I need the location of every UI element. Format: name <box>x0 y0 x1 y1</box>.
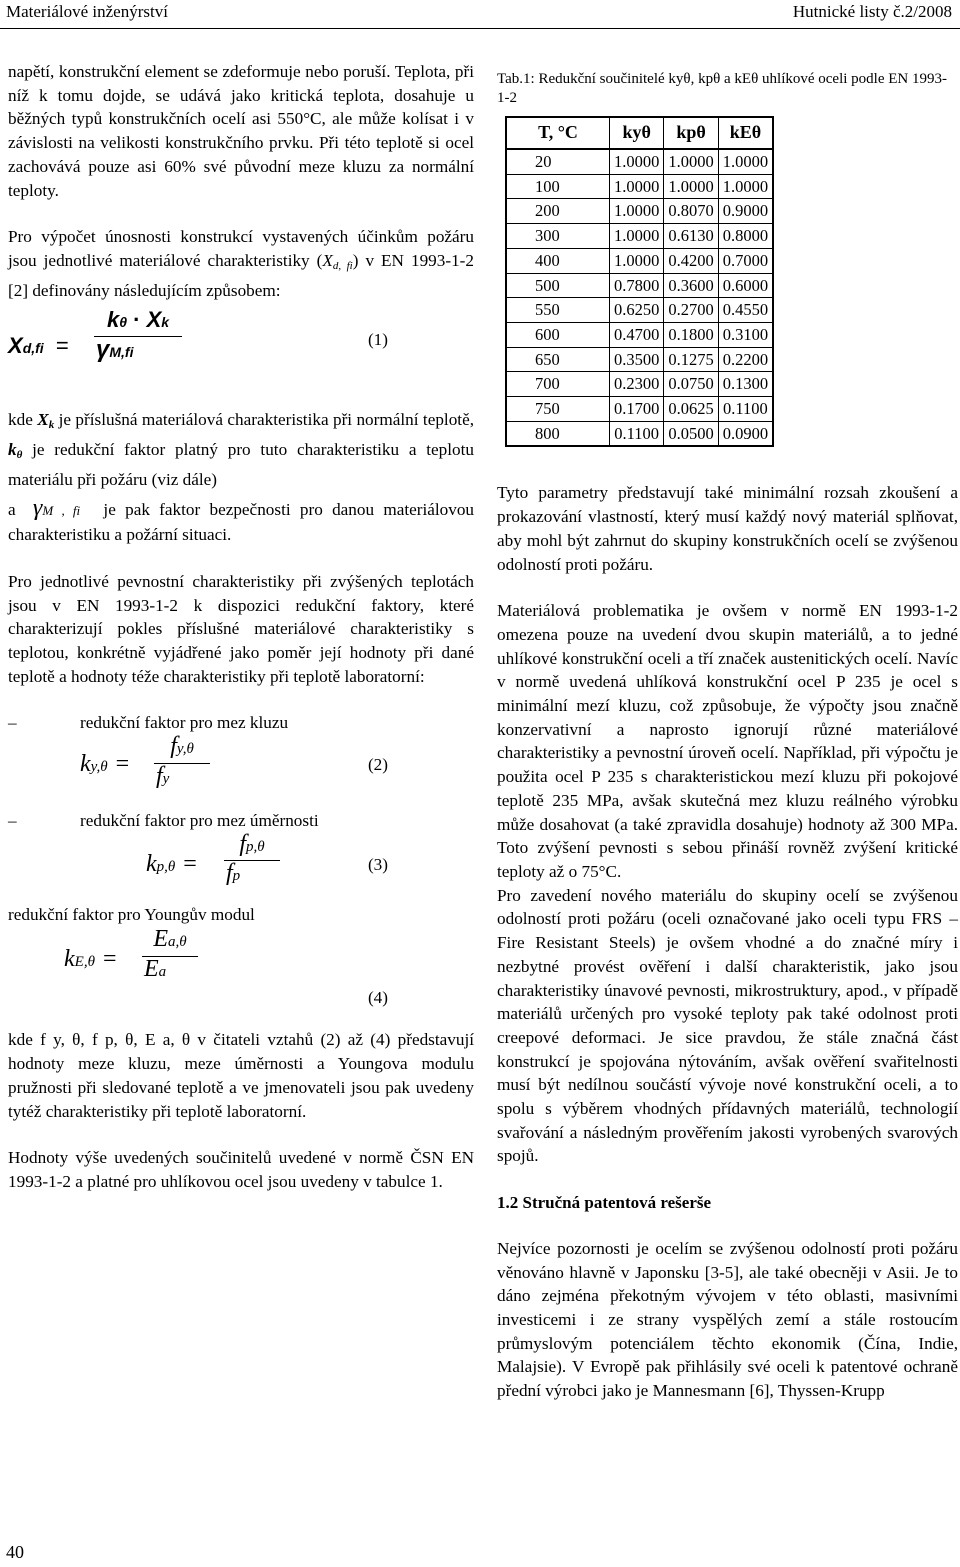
equation-number: (1) <box>367 330 388 350</box>
equation-number: (4) <box>367 988 388 1008</box>
equation-2: ky,θ = $\frac{fy,\theta}{fy}$ (2) <box>8 735 474 799</box>
table-cell: 300 <box>506 224 610 249</box>
table-cell: 0.7800 <box>610 273 664 298</box>
equation-number: (3) <box>367 854 388 874</box>
table-cell: 0.1275 <box>664 347 718 372</box>
table-cell: 0.4200 <box>664 248 718 273</box>
page-number: 40 <box>6 1542 24 1562</box>
table-cell: 0.8070 <box>664 199 718 224</box>
table-cell: 400 <box>506 248 610 273</box>
table-cell: 0.6250 <box>610 298 664 323</box>
table-cell: 1.0000 <box>610 199 664 224</box>
table-cell: 0.6000 <box>718 273 773 298</box>
table-cell: 20 <box>506 149 610 174</box>
table-cell: 0.1800 <box>664 322 718 347</box>
page-header <box>0 0 960 30</box>
table-cell: 550 <box>506 298 610 323</box>
table-row <box>506 224 773 249</box>
table-cell: 0.1100 <box>718 397 773 422</box>
paragraph: Materiálová problematika je ovšem v normě EN 1993-1-2 omezena pouze na uvedení dvou skupin materiálů, a to jedné uhlíkové konstrukční oceli a tří značek austenitických ocelí. Navíc v normě uvedená uhlíková konstrukční ocel P 235 je ocel s minimální mezí kluzu, což způsobuje, že výpočty jsou značně konzervativní a naprosto ignorují různé materiálové charakteristiky a pevnostní úroveň ocelí. Například, při výpočtu je použita ocel P 235 s charakteristickou mezí kluzu při pokojové teplotě 235 MPa, avšak skutečná mez kluzu reálného výrobku může dosahovat (a také zpravidla dosahuje) hodnoty až 300 MPa. Toto zvýšení pevnosti s sebou přináší rovněž zvýšení kritické teploty až o 75°C. <box>497 601 958 881</box>
table-cell: 1.0000 <box>718 149 773 174</box>
table-cell: 0.0900 <box>718 421 773 446</box>
table-cell: 1.0000 <box>664 149 718 174</box>
table-cell: 0.3100 <box>718 322 773 347</box>
table-header-cell: kEθ <box>718 117 773 149</box>
table-cell: 0.1700 <box>610 397 664 422</box>
header-rule <box>0 28 960 29</box>
table-cell: 1.0000 <box>610 248 664 273</box>
equation-3: kp,θ = $\frac{fp,\theta}{fp}$ (3) <box>8 833 474 899</box>
table-cell: 1.0000 <box>610 174 664 199</box>
equation-4: kE,θ = $\frac{Ea,\theta}{Ea}$ (4) <box>8 926 474 1018</box>
table-cell: 0.0750 <box>664 372 718 397</box>
table-row <box>506 397 773 422</box>
list-item: – redukční faktor pro mez kluzu <box>8 713 289 733</box>
table-row <box>506 174 773 199</box>
table-header-cell: kyθ <box>610 117 664 149</box>
table-cell: 0.2700 <box>664 298 718 323</box>
table-cell: 800 <box>506 421 610 446</box>
paragraph: Pro jednotlivé pevnostní charakteristiky při zvýšených teplotách jsou v EN 1993-1-2 k dispozici redukční faktory, které charakterizují pokles příslušné materiálové charakteristiky s teplotou, konkrétně vyjádřené jako poměr její hodnoty při dané teplotě a hodnoty téže charakteristiky při teplotě laboratorní: <box>8 571 474 686</box>
table-row <box>506 298 773 323</box>
table-row <box>506 421 773 446</box>
table-header-cell: T, °C <box>506 117 610 149</box>
table-cell: 0.3500 <box>610 347 664 372</box>
table-cell: 1.0000 <box>610 149 664 174</box>
table-cell: 0.0625 <box>664 397 718 422</box>
table-cell: 0.4550 <box>718 298 773 323</box>
paragraph: Hodnoty výše uvedených součinitelů uvedené v normě ČSN EN 1993-1-2 a platné pro uhlíkovou ocel jsou uvedeny v tabulce 1. <box>8 1148 474 1191</box>
table-row <box>506 248 773 273</box>
table-cell: 1.0000 <box>718 174 773 199</box>
list-item: redukční faktor pro Youngův modul <box>8 904 255 924</box>
table-header-cell: kpθ <box>664 117 718 149</box>
table-cell: 0.3600 <box>664 273 718 298</box>
table-cell: 600 <box>506 322 610 347</box>
table-cell: 0.1100 <box>610 421 664 446</box>
table-cell: 1.0000 <box>664 174 718 199</box>
paragraph: Tyto parametry představují také minimální rozsah zkoušení a prokazování vlastností, který musí každý nový materiál splňovat, aby mohl být zahrnut do skupiny konstrukčních ocelí se zvýšenou odolností proti požáru. <box>497 483 958 574</box>
table-cell: 0.2200 <box>718 347 773 372</box>
right-column <box>497 70 958 1403</box>
reduction-factors-table <box>505 116 774 447</box>
table-cell: 0.1300 <box>718 372 773 397</box>
paragraph: a γM , fi je pak faktor bezpečnosti pro danou materiálovou charakteristiku a požární situaci. <box>8 495 475 545</box>
table-row <box>506 273 773 298</box>
paragraph: Pro zavedení nového materiálu do skupiny ocelí se zvýšenou odolností proti požáru (oceli označované jako oceli typu FRS – Fire Resistant Steels) je ovšem vhodné a do značné míry i nezbytné provést ověření i další charakteristik, jako jsou charakteristiky únavové pevnosti, mikrostruktury, apod., v případě materiálů určených pro vysoké teploty pak také odolnost proti creepové deformaci. Je sice pravdou, že stále značná část konstrukcí je spojována nýtováním, avšak ověření svařitelnosti musí být nedílnou součástí vývoje nové konstrukční oceli, a to spolu s výběrem vhodných přídavných materiálů, technologií svařování a následným prověřením jakosti vyrobených svarových spojů. <box>497 885 958 1166</box>
table-row <box>506 347 773 372</box>
paragraph: kde $X_k$ je příslušná materiálová charakteristika při normální teplotě, $k_\theta$ je redukční faktor platný pro tuto charakteristiku a teplotu materiálu při požáru (viz dále) <box>8 410 474 489</box>
paragraph: napětí, konstrukční element se zdeformuje nebo poruší. Teplota, při níž k tomu dojde, se udává jako kritická teplota, dosahuje u běžných typů konstrukčních ocelí asi 550°C, ale může kolísat i v závislosti na velikosti konstrukčního prvku. Při této teplotě si ocel zachovává pouze asi 60% své původní meze kluzu za normální teploty. <box>8 62 474 200</box>
table-cell: 200 <box>506 199 610 224</box>
table-cell: 0.9000 <box>718 199 773 224</box>
table-cell: 1.0000 <box>610 224 664 249</box>
table-cell: 0.7000 <box>718 248 773 273</box>
table-row <box>506 322 773 347</box>
table-caption: Tab.1: Redukční součinitelé kyθ, kpθ a kEθ uhlíkové oceli podle EN 1993-1-2 <box>497 71 947 106</box>
list-item: – redukční faktor pro mez úměrnosti <box>8 811 319 831</box>
table-cell: 0.4700 <box>610 322 664 347</box>
table-cell: 700 <box>506 372 610 397</box>
equation-1: Xd,fi = $\frac{k\theta \cdot Xk}{\gamma M,fi}$ (1) <box>8 307 388 364</box>
journal-section: Materiálové inženýrství <box>6 2 168 21</box>
table-cell: 650 <box>506 347 610 372</box>
left-column <box>8 60 474 1194</box>
table-row <box>506 372 773 397</box>
equation-number: (2) <box>367 755 388 775</box>
table-cell: 750 <box>506 397 610 422</box>
paragraph: Nejvíce pozornosti je ocelím se zvýšenou odolností proti požáru věnováno hlavně v Japonsku [3-5], ale také obecněji v Asii. Je to dáno zejména překotným vývojem v této oblasti, masivními investicemi i ze strany vyspělých zemí a stále rostoucím průmyslovým potenciálem těchto ekonomik (Čína, Indie, Malajsie). V Evropě pak přihlásily své oceli k patentové ochraně přední výrobci jako je Mannesmann [6], Thyssen-Krupp <box>497 1238 958 1401</box>
table-cell: 0.6130 <box>664 224 718 249</box>
table-cell: 100 <box>506 174 610 199</box>
table-cell: 0.8000 <box>718 224 773 249</box>
table-cell: 0.0500 <box>664 421 718 446</box>
table-cell: 0.2300 <box>610 372 664 397</box>
paragraph: kde f y, θ, f p, θ, E a, θ v čitateli vztahů (2) až (4) představují hodnoty meze kluzu, meze úměrnosti a Youngova modulu pružnosti při sledované teplotě a ve jmenovateli jsou pak uvedeny tytéž charakteristiky při teplotě laboratorní. <box>8 1030 474 1121</box>
table-cell: 500 <box>506 273 610 298</box>
paragraph: Pro výpočet únosnosti konstrukcí vystavených účinkům požáru jsou jednotlivé materiálové charakteristiky $(X_{d, fi})$ v EN 1993-1-2 [2] definovány následujícím způsobem: <box>8 227 474 300</box>
table-row <box>506 149 773 174</box>
journal-issue: Hutnické listy č.2/2008 <box>792 2 952 21</box>
section-heading: 1.2 Stručná patentová rešerše <box>497 1193 712 1213</box>
table-row <box>506 199 773 224</box>
